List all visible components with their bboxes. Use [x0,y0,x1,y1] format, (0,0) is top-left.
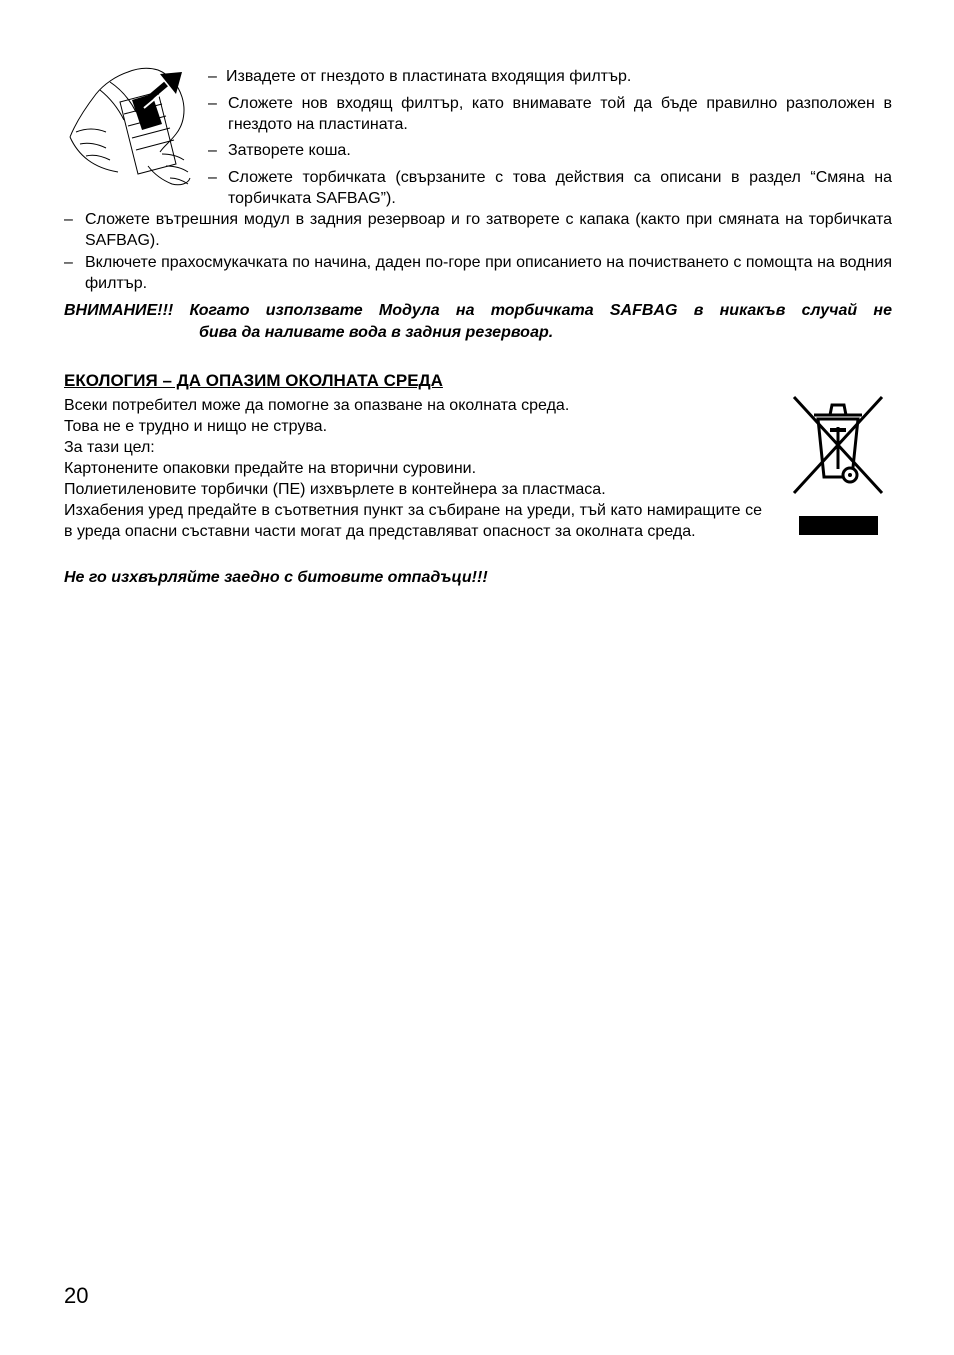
warning-note [64,300,892,344]
list-item: – Сложете нов входящ филтър, като внимавате той да бъде правилно разположен в гнездото на пластината. [208,95,892,133]
section-heading: ЕКОЛОГИЯ – ДА ОПАЗИМ ОКОЛНАТА СРЕДА [64,371,443,390]
list-item: – Затворете коша. [208,142,351,159]
list-item: – Извадете от гнездото в пластината входящия филтър. [208,68,632,85]
ecology-line: Картонените опаковки предайте на вторични суровини. [64,460,477,477]
crossed-out-bin-icon [790,393,886,539]
ecology-paragraph: Изхабения уред предайте в съответния пункт за събиране на уреди, тъй като намиращите се в уреда опасни съставни части могат да представляват опасност за околната среда. [64,502,762,540]
ecology-line: За тази цел: [64,439,155,456]
list-item: – Включете прахосмукачката по начина, даден по-горе при описанието на почистването с помощта на водния филтър. [64,254,892,292]
ecology-text [64,395,762,542]
filter-removal-illustration [66,62,196,197]
bullet-dash: – [208,95,217,112]
warning-line-2: бива да наливате вода в задния резервоар. [199,324,554,341]
page-number: 20 [64,1283,89,1308]
warning-line-1: ВНИМАНИЕ!!! Когато използвате Модула на торбичката SAFBAG в никакъв случай не [64,302,892,319]
disposal-warning: Не го изхвърляйте заедно с битовите отпадъци!!! [64,569,488,586]
bullet-dash: – [208,169,217,186]
list-item: – Сложете вътрешния модул в задния резервоар и го затворете с капака (както при смяната на торбичката SAFBAG). [64,211,892,249]
bullet-dash: – [64,211,73,228]
bullet-dash: – [64,254,73,271]
ecology-line: Това не е трудно и нищо не струва. [64,418,328,435]
ecology-line: Полиетиленовите торбички (ПЕ) изхвърлете в контейнера за пластмаса. [64,481,606,498]
list-item: – Сложете торбичката (свързаните с това действия са описани в раздел “Смяна на торбичката SAFBAG”). [208,169,892,207]
bullet-dash: – [208,142,217,159]
ecology-line: Всеки потребител може да помогне за опазване на околната среда. [64,397,570,414]
bullet-dash: – [208,68,217,85]
